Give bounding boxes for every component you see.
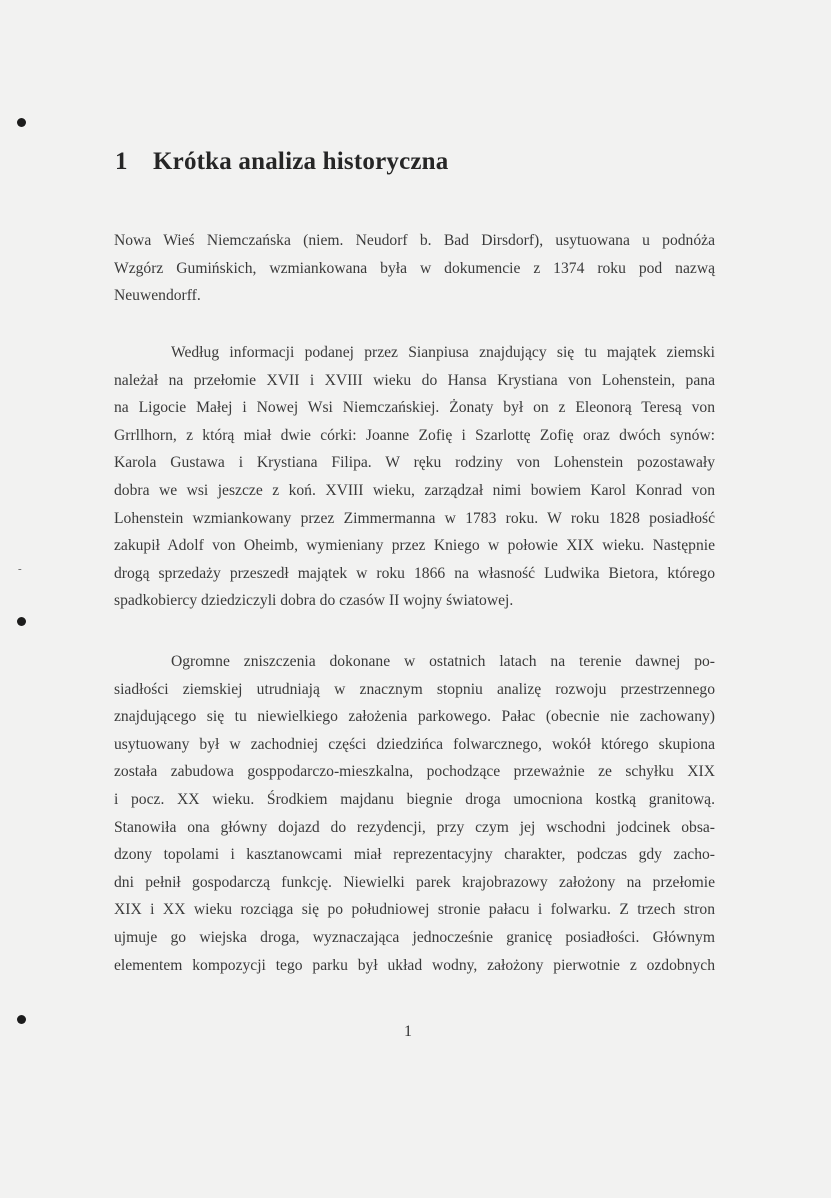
text-line: Według informacji podanej przez Sianpiusa znajdujący się tu majątek ziemski bbox=[171, 344, 715, 361]
text-line: i pocz. XX wieku. Środkiem majdanu biegnie droga umocniona kostką granitową. bbox=[114, 790, 715, 808]
punch-hole-middle bbox=[17, 617, 26, 626]
paragraph-history bbox=[114, 339, 715, 615]
text-line: dni pełnił gospodarczą funkcję. Niewielki parek krajobrazowy założony na przełomie bbox=[114, 873, 715, 891]
text-line: usytuowany był w zachodniej części dziedzińca folwarcznego, wokół którego skupiona bbox=[114, 735, 715, 753]
text-line: Grrllhorn, z którą miał dwie córki: Joanne Zofię i Szarlottę Zofię oraz dwóch synów: bbox=[114, 426, 715, 444]
text-line: Wzgórz Gumińskich, wzmiankowana była w dokumencie z 1374 roku pod nazwą bbox=[114, 259, 715, 277]
text-line: Karola Gustawa i Krystiana Filipa. W ręku rodziny von Lohenstein pozostawały bbox=[114, 454, 715, 472]
text-line: siadłości ziemskiej utrudniają w znacznym stopniu analizę rozwoju przestrzennego bbox=[114, 680, 715, 698]
section-number: 1 bbox=[115, 148, 128, 175]
text-line: dobra we wsi jeszcze z koń. XVIII wieku, zarządzał nimi bowiem Karol Konrad von bbox=[114, 481, 715, 499]
text-line: należał na przełomie XVII i XVIII wieku do Hansa Krystiana von Lohenstein, pana bbox=[114, 371, 715, 389]
paragraph-park-analysis bbox=[114, 648, 715, 979]
page-number: 1 bbox=[404, 1023, 412, 1040]
section-heading bbox=[115, 148, 448, 176]
text-line: ujmuje go wiejska droga, wyznaczająca jednocześnie granicę posiadłości. Głównym bbox=[114, 928, 715, 946]
section-title: Krótka analiza historyczna bbox=[153, 148, 449, 175]
text-line: na Ligocie Małej i Nowej Wsi Niemczańskiej. Żonaty był on z Eleonorą Teresą von bbox=[114, 399, 715, 417]
text-line: Ogromne zniszczenia dokonane w ostatnich latach na terenie dawnej po- bbox=[171, 653, 715, 670]
text-line: Nowa Wieś Niemczańska (niem. Neudorf b. Bad Dirsdorf), usytuowana u podnóża bbox=[114, 232, 715, 249]
text-line: Lohenstein wzmiankowany przez Zimmermanna w 1783 roku. W roku 1828 posiadłość bbox=[114, 509, 715, 527]
text-line: Stanowiła ona główny dojazd do rezydencji, przy czym jej wschodni jodcinek obsa- bbox=[114, 818, 715, 836]
text-line: Neuwendorff. bbox=[114, 287, 201, 305]
paragraph-intro bbox=[114, 227, 715, 310]
text-line: drogą sprzedaży przeszedł majątek w roku 1866 na własność Ludwika Bietora, którego bbox=[114, 564, 715, 582]
text-line: zakupił Adolf von Oheimb, wymieniany przez Kniego w połowie XIX wieku. Następnie bbox=[114, 537, 715, 555]
text-line: dzony topolami i kasztanowcami miał reprezentacyjny charakter, podczas gdy zacho- bbox=[114, 846, 715, 864]
text-line: elementem kompozycji tego parku był układ wodny, założony pierwotnie z ozdobnych bbox=[114, 956, 715, 974]
text-line: znajdującego się tu niewielkiego założenia parkowego. Pałac (obecnie nie zachowany) bbox=[114, 708, 715, 726]
punch-hole-top bbox=[17, 118, 26, 127]
margin-mark: - bbox=[18, 563, 22, 575]
text-line: XIX i XX wieku rozciąga się po południowej stronie pałacu i folwarku. Z trzech stron bbox=[114, 901, 715, 919]
punch-hole-bottom bbox=[17, 1015, 26, 1024]
text-line: została zabudowa gosppodarczo-mieszkalna, pochodzące przeważnie ze schyłku XIX bbox=[114, 763, 715, 781]
text-line: spadkobiercy dziedziczyli dobra do czasów II wojny światowej. bbox=[114, 592, 514, 610]
